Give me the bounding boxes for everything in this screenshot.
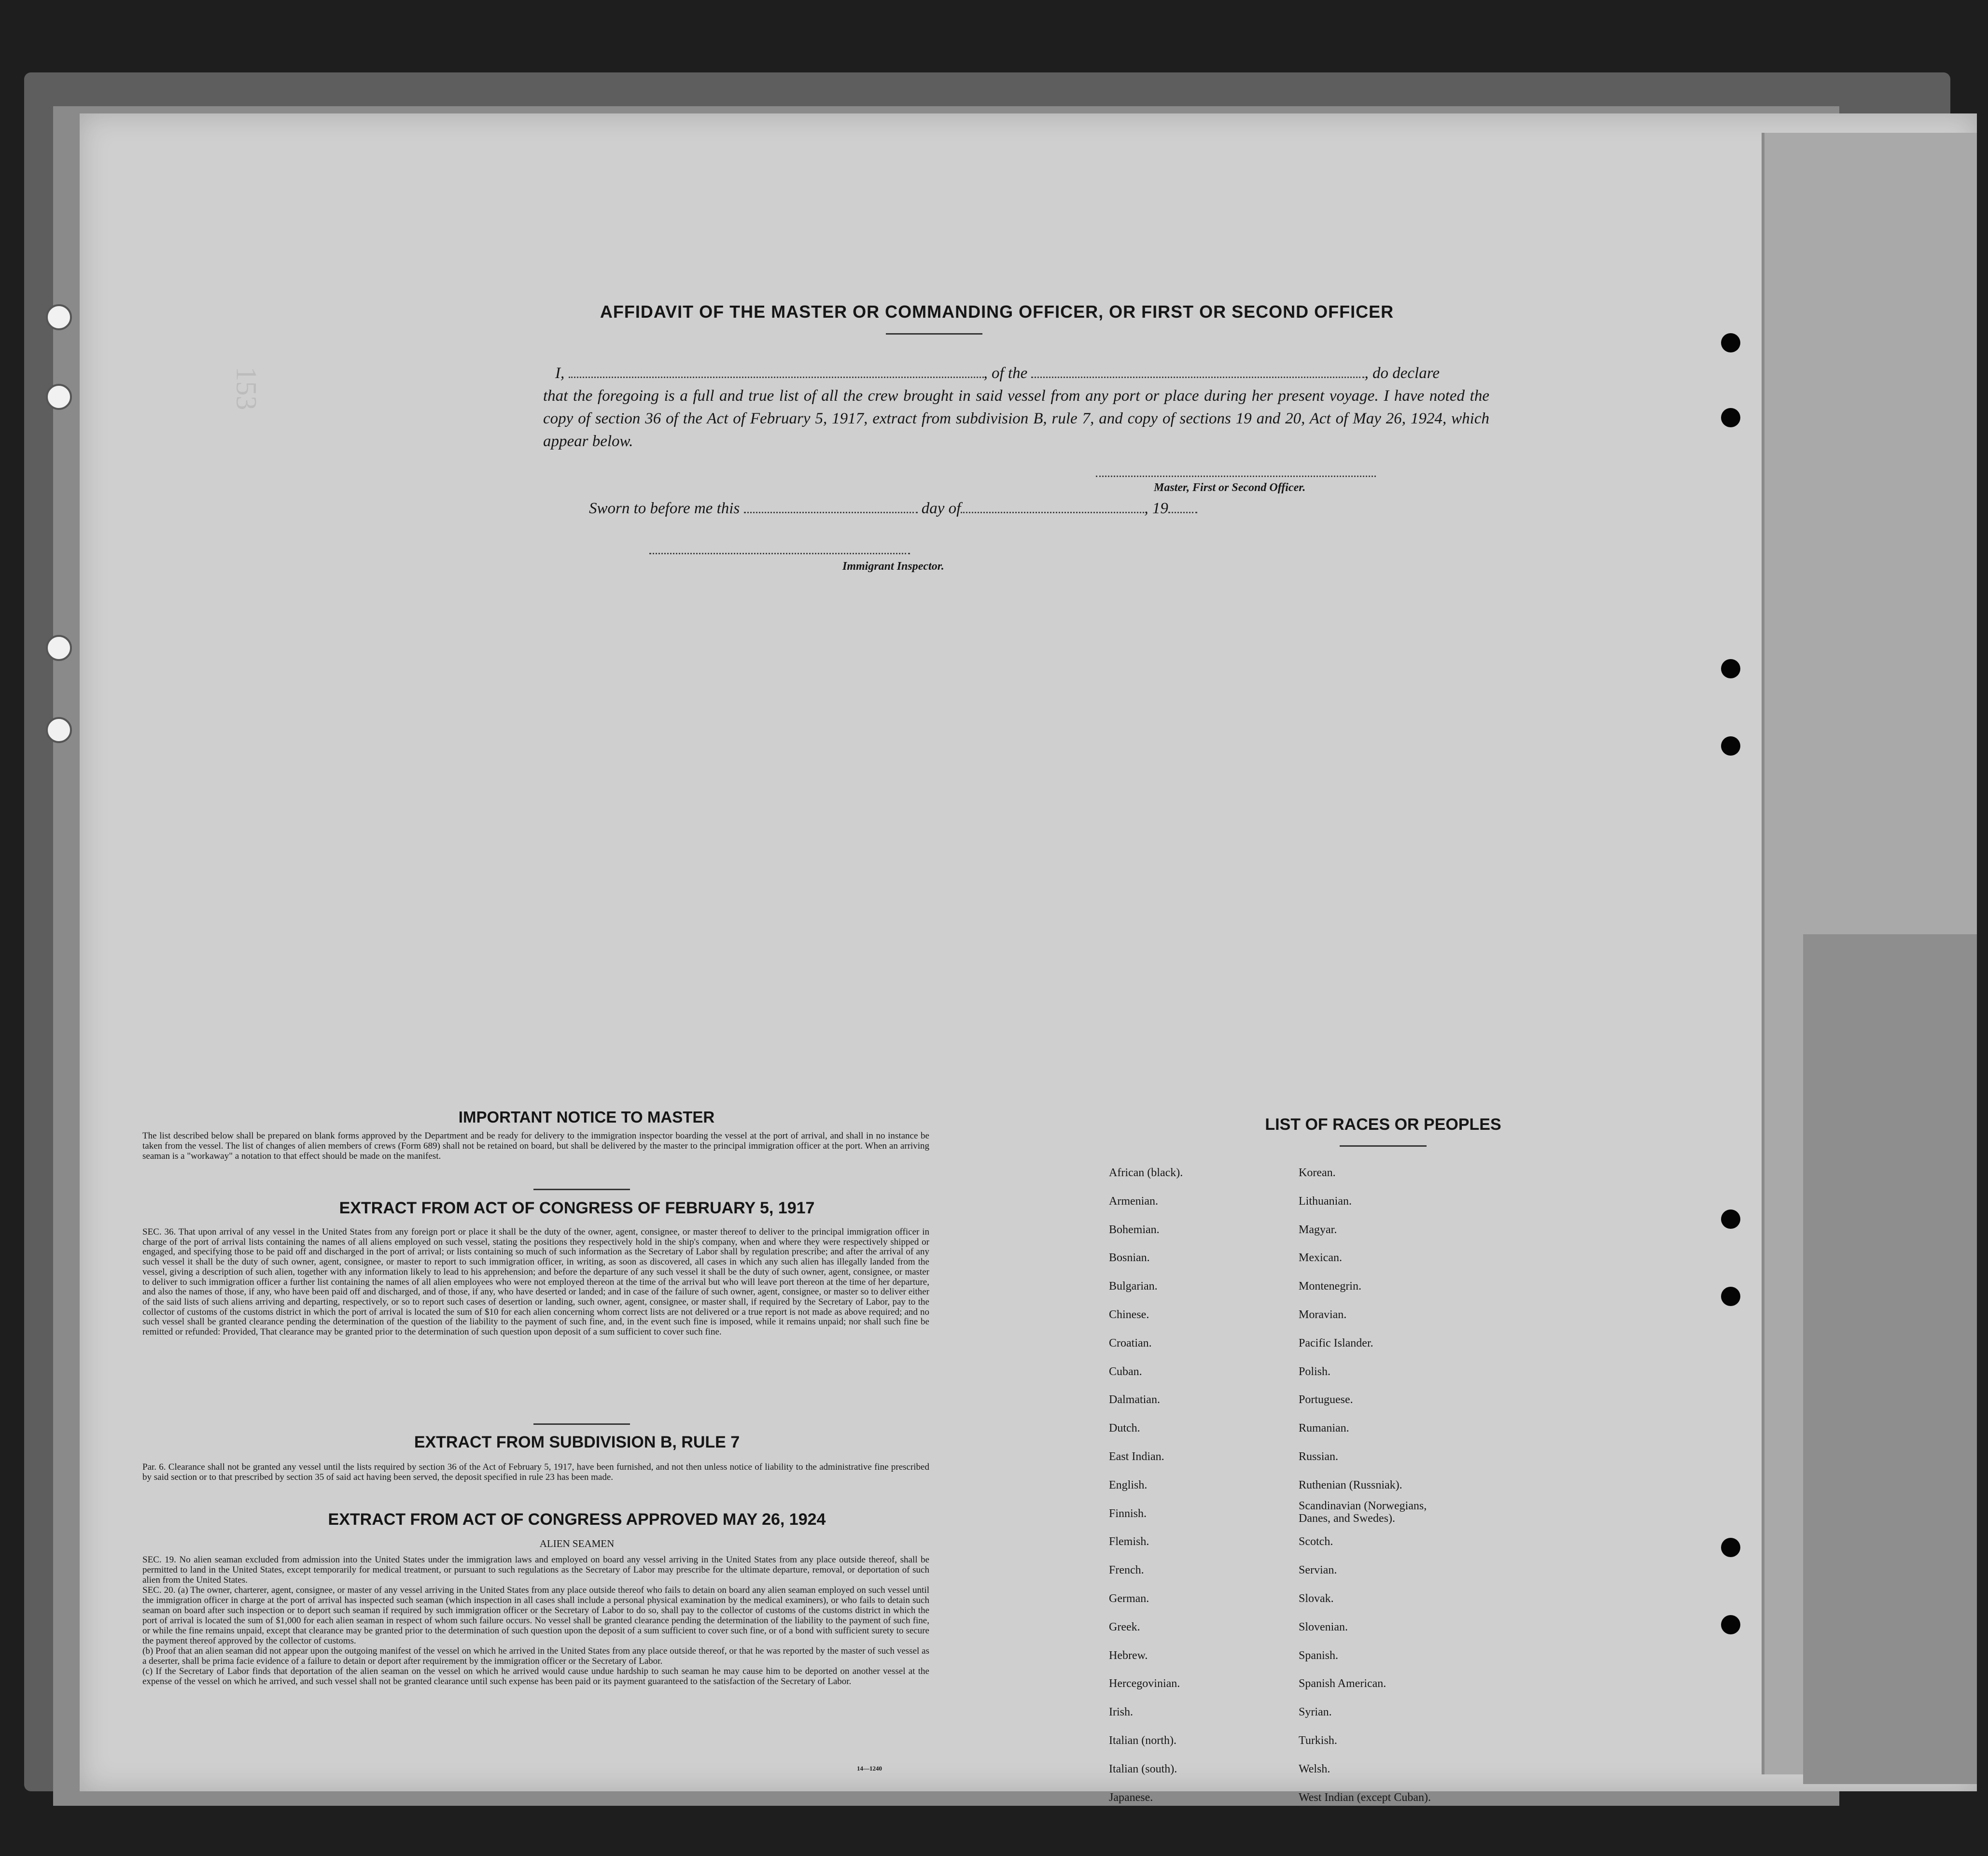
race-item: French. [1109,1564,1144,1577]
races-rule [1340,1145,1427,1147]
sworn-line [589,500,1197,518]
section-rule [533,1189,630,1190]
race-item: Turkish. [1299,1734,1337,1747]
race-item: East Indian. [1109,1450,1164,1463]
margin-mark: 153 [230,366,263,410]
section-rule [533,1423,630,1425]
master-caption: Master, First or Second Officer. [1154,481,1306,494]
notice-title: IMPORTANT NOTICE TO MASTER [458,1108,715,1126]
race-item: Dalmatian. [1109,1393,1160,1406]
rule-7-title: EXTRACT FROM SUBDIVISION B, RULE 7 [414,1433,740,1451]
race-item: Slovenian. [1299,1620,1348,1633]
race-item: Pacific Islander. [1299,1336,1373,1350]
binder-hole [46,384,72,410]
race-item: Russian. [1299,1450,1339,1463]
race-item: Spanish American. [1299,1677,1386,1690]
punch-hole [1721,333,1740,352]
sec-20a: SEC. 20. (a) The owner, charterer, agent, consignee, or master of any vessel arriving in the United States from any place outside thereof who fails to detain on board any alien seaman employed on such vessel until the immigration officer in charge at the port of arrival has inspected such seaman (which inspection in all cases shall include a personal physical examination by the medical examiners), or who fails to detain such seaman on board after such inspection or to deport such seaman if required by such immigration officer or the Secretary of Labor to do so, shall pay to the collector of customs of the customs district in which the port of arrival is located the sum of $1,000 for each alien seaman in respect of whom such failure occurs. No vessel shall be granted clearance pending the determination of the liability to the payment of such fine, or while the fine remains unpaid, except that clearance may be granted prior to the determination of such question upon the deposit of a sum sufficient to cover such fine, or of a bond with sufficient surety to secure the payment thereof approved by the collector of customs. [142,1585,929,1646]
race-item: Italian (north). [1109,1734,1176,1747]
sworn-year: , 19 [1144,500,1168,517]
sec-20c: (c) If the Secretary of Labor finds that deportation of the alien seaman on the vessel on which he arrived would cause undue hardship to such seaman he may cause him to be deported on another vessel at the expense of the vessel on which he arrived, and such vessel shall not be granted clearance until such expense has been paid or its payment guaranteed to the satisfaction of the Secretary of Labor. [142,1666,929,1687]
alien-seamen-subtitle: ALIEN SEAMEN [539,1538,615,1549]
race-item: Spanish. [1299,1649,1339,1662]
race-item: Bosnian. [1109,1251,1150,1265]
binder-hole [46,304,72,330]
race-item: Mexican. [1299,1251,1342,1265]
races-left-column [1109,1159,1183,1812]
binder-hole [46,717,72,743]
punch-hole [1721,1287,1740,1306]
race-item: Korean. [1299,1167,1336,1179]
race-item: Servian. [1299,1564,1337,1577]
race-item: Italian (south). [1109,1762,1177,1775]
races-title: LIST OF RACES OR PEOPLES [1265,1115,1501,1134]
sec-20b: (b) Proof that an alien seaman did not appear upon the outgoing manifest of the vessel on which he arrived in the United States from any place outside thereof, or that he was reported by the master of such vessel as a deserter, shall be prima facie evidence of a failure to detain or deport after requirement by the immigration officer or the Secretary of Labor. [142,1646,929,1666]
race-item: Portuguese. [1299,1393,1353,1406]
race-item: Greek. [1109,1620,1140,1633]
affidavit-title: AFFIDAVIT OF THE MASTER OR COMMANDING OFFICER, OR FIRST OR SECOND OFFICER [600,302,1394,322]
document-page [80,113,1977,1804]
month-blank [961,512,1144,513]
punch-hole [1721,408,1740,427]
race-item: Irish. [1109,1706,1133,1719]
race-item: Lithuanian. [1299,1195,1352,1208]
affidavit-i: I, [555,365,565,382]
year-blank [1168,512,1197,513]
race-item: Cuban. [1109,1365,1142,1378]
inspector-caption: Immigrant Inspector. [842,560,944,573]
race-item: West Indian (except Cuban). [1299,1791,1431,1804]
affidavit-line1 [543,362,1489,385]
sworn-day-of: day of [921,500,961,517]
race-item: English. [1109,1478,1148,1491]
inspector-signature-line [649,553,910,554]
race-item: African (black). [1109,1167,1183,1179]
race-item: German. [1109,1592,1149,1605]
race-item: Japanese. [1109,1791,1153,1804]
title-rule [886,333,982,335]
race-item: Polish. [1299,1365,1331,1378]
race-item: Syrian. [1299,1706,1332,1719]
race-item: Rumanian. [1299,1422,1349,1435]
vessel-blank [1031,377,1364,378]
affidavit-of-the: , of the [983,365,1028,382]
race-item: Dutch. [1109,1422,1140,1435]
affidavit-declare: , do declare [1364,365,1440,382]
race-item: Ruthenian (Russniak). [1299,1478,1402,1491]
race-item: Scandinavian (Norwegians, Danes, and Swedes). [1299,1499,1427,1525]
race-item: Slovak. [1299,1592,1334,1605]
race-item: Chinese. [1109,1308,1149,1321]
race-item: Hebrew. [1109,1649,1148,1662]
affidavit-text: that the foregoing is a full and true list of all the crew brought in said vessel from any port or place during her present voyage. I have noted the copy of section 36 of the Act of February 5, 1917, extract from subdivision B, rule 7, and copy of sections 19 and 20, Act of May 26, 1924, which appear below. [543,387,1489,450]
race-item: Scotch. [1299,1535,1333,1548]
affidavit-body [543,362,1489,453]
race-item: Montenegrin. [1299,1280,1361,1293]
extract-1917-body: SEC. 36. That upon arrival of any vessel in the United States from any foreign port or place it shall be the duty of the owner, agent, consignee, or master thereof to deliver to the principal immigration officer in charge of the port of arrival lists containing the names of all aliens employed on such vessel, stating the positions they respectively hold in the ship's company, when and where they were respectively shipped or engaged, and specifying those to be paid off and discharged in the port of arrival; or lists containing so much of such information as the Secretary of Labor shall by regulation prescribe; and after the arrival of any such vessel it shall be the duty of such owner, agent, consignee, or master to report to such immigration officer, in writing, as soon as discovered, all cases in which any such alien has illegally landed from the vessel, giving a description of such alien, together with any information likely to lead to his apprehension; and before the departure of any such vessel it shall be the duty of such owner, agent, consignee, or master to deliver to such immigration officer a further list containing the names of all alien employees who were not employed thereon at the time of the arrival but who will leave port thereon at the time of her departure, and also the names of those, if any, who have been paid off and discharged, and of those, if any, who have deserted or landed; and in case of the failure of such owner, agent, consignee, or master so to deliver either of the said lists of such aliens arriving and departing, respectively, or so to report such cases of desertion or landing, such owner, agent, consignee, or master shall, if required by the Secretary of Labor, pay to the collector of customs of the customs district in which the port of arrival is located the sum of $10 for each alien concerning whom correct lists are not delivered or a true report is not made as above required; and no such vessel shall be granted clearance pending the determination of the question of the liability to the payment of such fine, and, in the event such fine is imposed, while it remains unpaid; nor shall such fine be remitted or refunded: Provided, That clearance may be granted prior to the determination of such question upon deposit of a sum sufficient to cover such fine. [142,1227,929,1337]
extract-1924-title: EXTRACT FROM ACT OF CONGRESS APPROVED MAY 26, 1924 [328,1510,826,1529]
race-item: Armenian. [1109,1195,1158,1208]
race-item: Hercegovinian. [1109,1677,1180,1690]
extract-1924-body [142,1555,929,1687]
sec-19: SEC. 19. No alien seaman excluded from admission into the United States under the immigration laws and employed on board any vessel arriving in the United States from any place outside thereof, shall be permitted to land in the United States, except temporarily for medical treatment, or pursuant to such regulations as the Secretary of Labor may prescribe for the ultimate departure, removal, or deportation of such alien from the United States. [142,1555,929,1585]
punch-hole [1721,736,1740,756]
form-number: 14—1240 [857,1765,882,1772]
race-item: Croatian. [1109,1336,1152,1350]
master-signature-line [1096,476,1376,477]
race-item: Moravian. [1299,1308,1347,1321]
notice-body: The list described below shall be prepared on blank forms approved by the Department and be ready for delivery to the immigration inspector boarding the vessel at the port of arrival, and shall in no instance be taken from the vessel. The list of changes of alien members of crews (Form 689) shall not be retained on board, but shall be delivered by the master to the principal immigration officer at the port. When an arriving seaman is a "workaway" a notation to that effect should be made on the manifest. [142,1131,929,1161]
punch-hole [1721,1615,1740,1634]
day-blank [744,512,918,513]
race-item: Bohemian. [1109,1223,1160,1236]
punch-hole [1721,1538,1740,1557]
race-item: Flemish. [1109,1535,1149,1548]
name-blank [569,377,984,378]
punch-hole [1721,1209,1740,1229]
race-item: Bulgarian. [1109,1280,1158,1293]
races-right-column [1299,1159,1458,1812]
binder-hole [46,635,72,661]
sworn-prefix: Sworn to before me this [589,500,740,517]
rule-7-body: Par. 6. Clearance shall not be granted any vessel until the lists required by section 36 of the Act of February 5, 1917, have been furnished, and not then unless notice of liability to the administrative fine prescribed by said section or to that prescribed by section 35 of said act having been served, the deposit specified in rule 23 has been made. [142,1462,929,1482]
race-item: Magyar. [1299,1223,1337,1236]
page-edge-lower [1803,934,1977,1784]
punch-hole [1721,659,1740,678]
extract-1917-title: EXTRACT FROM ACT OF CONGRESS OF FEBRUARY 5, 1917 [339,1199,815,1217]
race-item: Finnish. [1109,1507,1147,1520]
race-item: Welsh. [1299,1762,1330,1775]
